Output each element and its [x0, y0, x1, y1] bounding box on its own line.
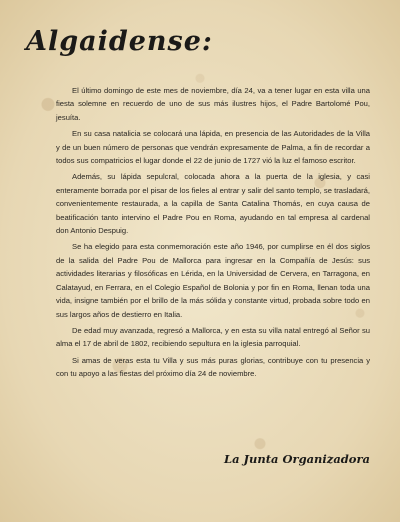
paragraph-6: Si amas de veras esta tu Villa y sus más puras glorias, contribuye con tu presencia y con tu apoyo a las fiestas del próximo día 24 de noviembre.: [56, 355, 370, 379]
document-title: Algaidense:: [26, 26, 213, 57]
signature: La Junta Organizadora: [224, 452, 370, 466]
paragraph-2: En su casa natalicia se colocará una lápida, en presencia de las Autoridades de la Villa y de un buen número de personas que vendrán expresamente de Palma, a fin de recordar a todos sus compatricios el lugar donde el 22 de junio de 1727 vió la luz el famoso escritor.: [56, 129, 370, 166]
paragraph-4: Se ha elegido para esta conmemoración este año 1946, por cumplirse en él dos siglos de la salida del Padre Pou de Mallorca para ingresar en la Compañía de Jesús: sus actividades literarias y filosóficas en Lérida, en la Universidad de Cervera, en Tarragona, en Calatayud, en Ferrara, en el Colegio Español de Bolonia y por fin en Roma, llenan toda una vida, insigne también por el brillo de la más sólida y constante virtud, probada sobre todo en sus largos años de destierro en Italia.: [56, 242, 370, 319]
document-body: [56, 84, 370, 384]
paragraph-1: El último domingo de este mes de noviembre, día 24, va a tener lugar en esta villa una fiesta solemne en recuerdo de uno de sus más ilustres hijos, el Padre Bartolomé Pou, jesuíta.: [56, 86, 370, 122]
paragraph-5: De edad muy avanzada, regresó a Mallorca, y en esta su villa natal entregó al Señor su alma el 17 de abril de 1802, recibiendo sepultura en la iglesia parroquial.: [56, 325, 370, 349]
paragraph-3: Además, su lápida sepulcral, colocada ahora a la puerta de la iglesia, y casi enteramente borrada por el pisar de los fieles al entrar y salir del santo templo, se trasladará, convenientemente restaurada, a la capilla de Santa Catalina Thomás, en cuya causa de beatificación tanto intervino el Padre Pou en Roma, ayudando en tal empresa al cardenal don Antonio Despuig.: [56, 172, 370, 236]
